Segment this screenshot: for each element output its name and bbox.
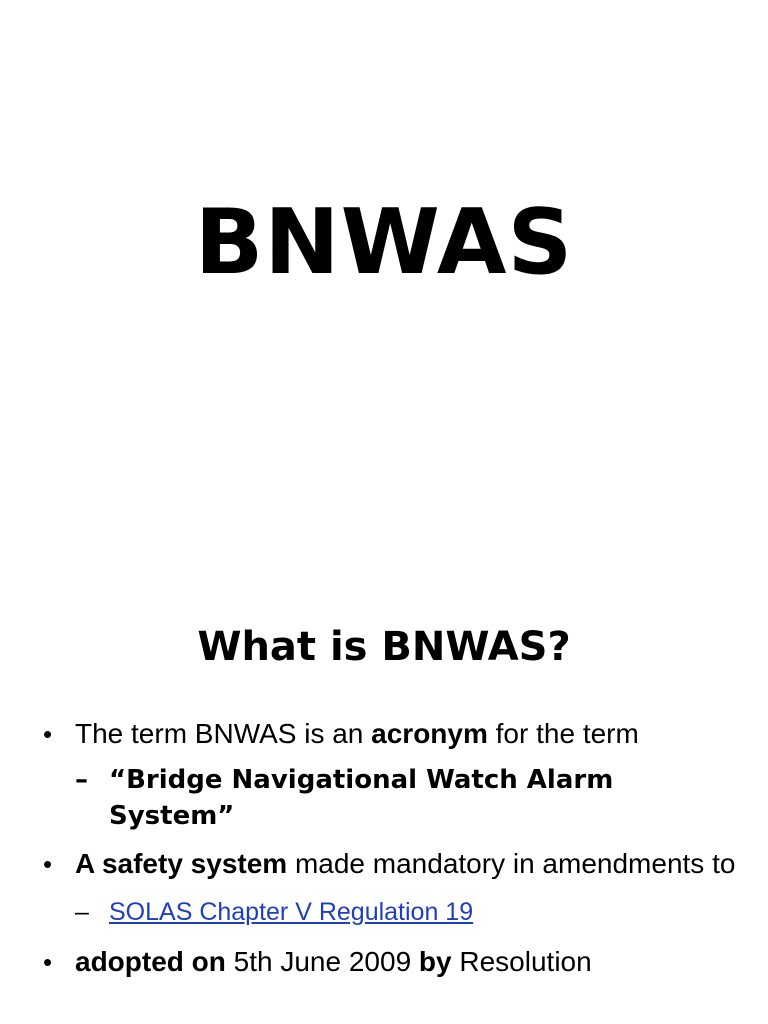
bullet-text: made mandatory in amendments to: [287, 848, 736, 879]
bullet-marker: •: [43, 719, 53, 749]
bullet-marker: •: [43, 849, 53, 879]
bullet-bold-text: acronym: [371, 718, 488, 749]
bullet-bold-text: A safety system: [75, 848, 288, 879]
bullet-item-adopted: [40, 942, 740, 982]
bullet-item-safety-system: [40, 844, 740, 884]
slide-title: BNWAS: [194, 190, 574, 295]
bullet-text: Resolution: [451, 946, 592, 977]
bullet-text: 5th June 2009: [225, 946, 419, 977]
bullet-list: [40, 714, 740, 982]
sub-bullet-full-term: [40, 762, 740, 834]
sub-bullet-solas: [40, 894, 740, 930]
sub-bullet-text: “Bridge Navigational Watch Alarm System”: [109, 765, 614, 831]
bullet-bold-text: by: [418, 946, 452, 977]
solas-regulation-link[interactable]: SOLAS Chapter V Regulation 19: [109, 898, 474, 926]
bullet-text: The term BNWAS is an: [75, 718, 372, 749]
bullet-marker: •: [43, 947, 53, 977]
bullet-item-acronym: [40, 714, 740, 754]
bullet-bold-text: adopted on: [75, 946, 226, 977]
section-title: What is BNWAS?: [197, 624, 571, 670]
dash-marker: –: [75, 898, 89, 926]
bullet-text: for the term: [487, 718, 639, 749]
dash-marker: –: [75, 765, 88, 795]
